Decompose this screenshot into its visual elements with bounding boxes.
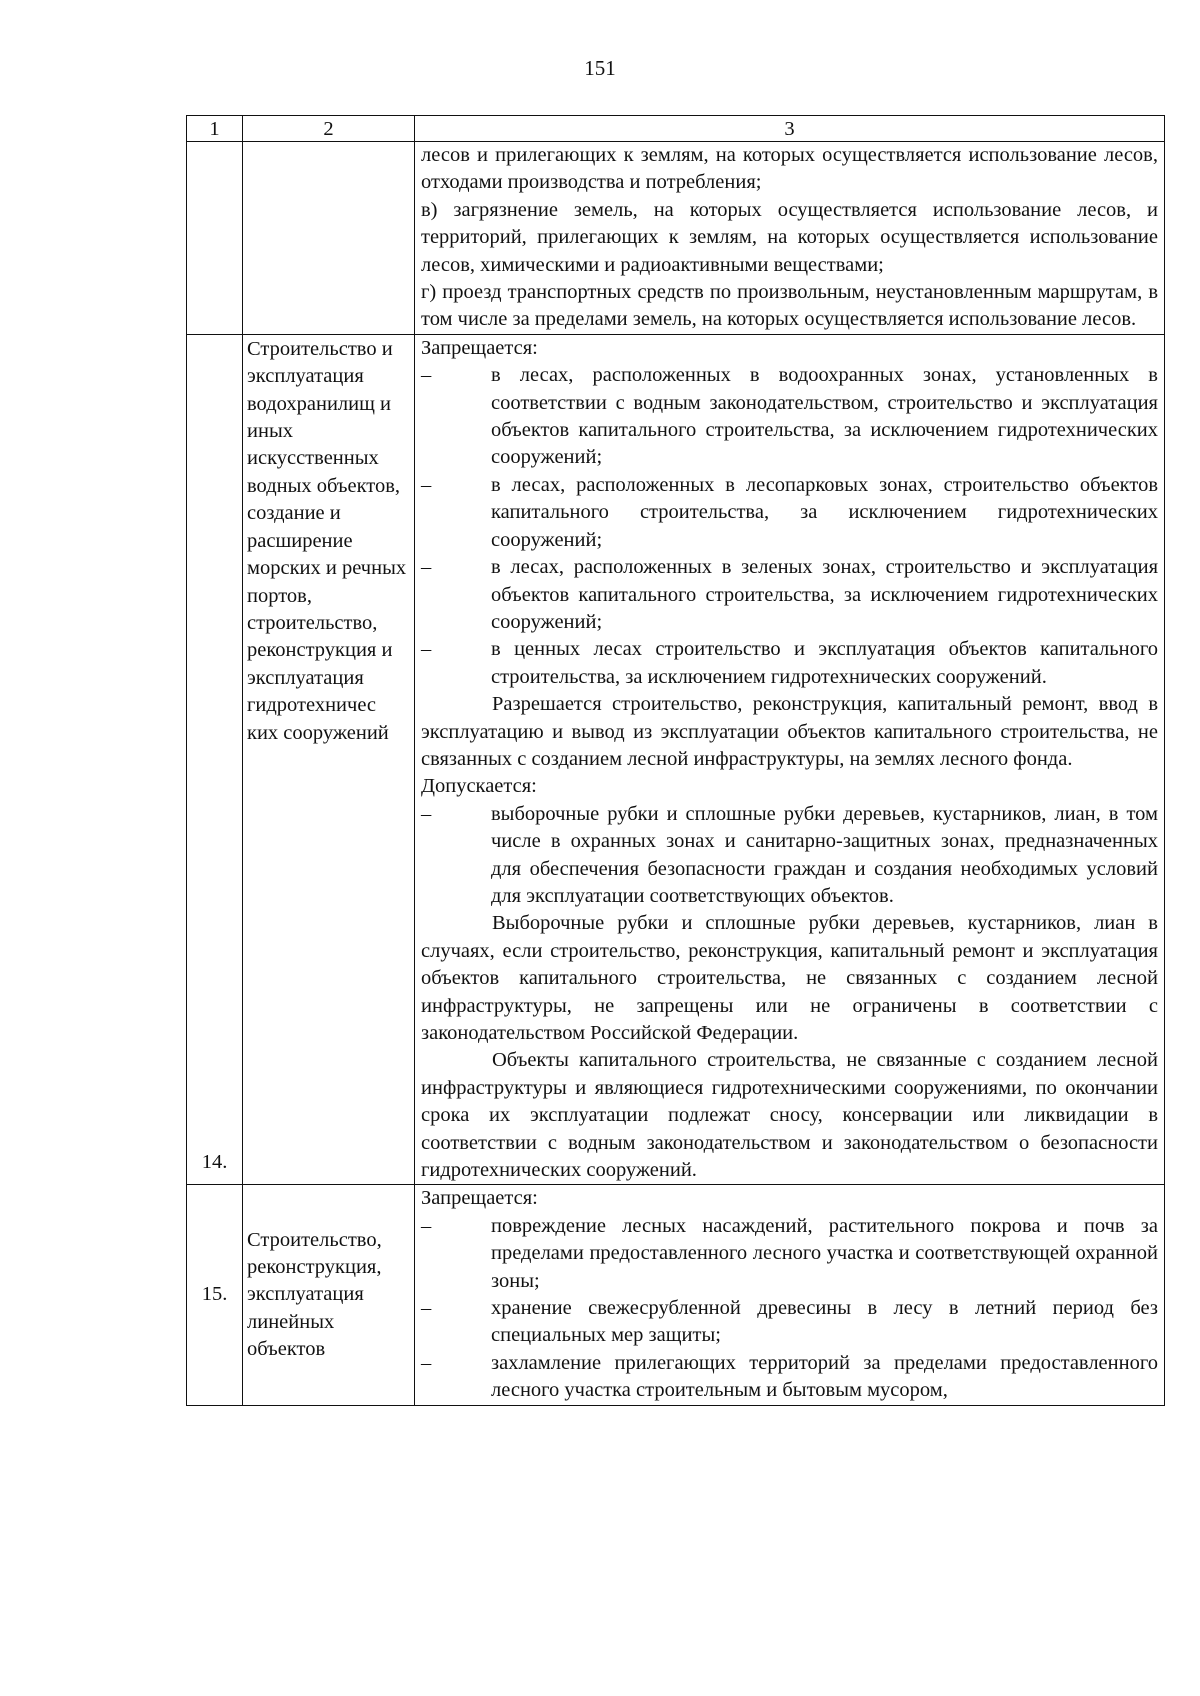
paragraph-objects: Объекты капитального строительства, не связанные с созданием лесной инфраструктуры и являющиеся гидротехническими сооружениями, по окончании срока их эксплуатации подлежат сносу, консервации или ликвидации в соответствии с водным законодательством и законодательством о безопасности гидротехнических сооружений. <box>421 1049 1158 1182</box>
row-content-14 <box>415 334 1165 1185</box>
row-number-15: 15. <box>187 1185 243 1405</box>
row-content-15 <box>415 1185 1165 1405</box>
dash-marker: – <box>421 364 432 387</box>
header-col-3: 3 <box>415 116 1165 142</box>
table-row-14 <box>187 334 1165 1185</box>
table-row-continuation <box>187 142 1165 335</box>
list-item: – в лесах, расположенных в водоохранных зонах, установленных в соответствии с водным законодательством, строительство и эксплуатация объектов капитального строительства, за исключением гидротехнических сооружений; <box>421 362 1158 472</box>
row-name-14: Строительство и эксплуатация водохранилищ и иных искусственных водных объектов, создание и расширение морских и речных портов, строительство, реконструкция и эксплуатация гидротехничес ких сооружений <box>243 334 415 1185</box>
page-number: 151 <box>584 56 616 80</box>
dash-marker: – <box>421 638 432 661</box>
list-item: – хранение свежесрубленной древесины в лесу в летний период без специальных мер защиты; <box>421 1295 1158 1350</box>
continuation-text <box>415 142 1165 335</box>
list-item: – повреждение лесных насаждений, растительного покрова и почв за пределами предоставленного лесного участка и соответствующей охранной зоны; <box>421 1213 1158 1295</box>
row-name-15: Строительство, реконструкция, эксплуатация линейных объектов <box>243 1185 415 1405</box>
dash-marker: – <box>421 1214 432 1237</box>
header-col-2: 2 <box>243 116 415 142</box>
list-item: – в лесах, расположенных в зеленых зонах, строительство и эксплуатация объектов капитального строительства, за исключением гидротехнических сооружений; <box>421 554 1158 636</box>
row-number-14: 14. <box>187 334 243 1185</box>
list-item: – захламление прилегающих территорий за пределами предоставленного лесного участка строительным и бытовым мусором, <box>421 1350 1158 1405</box>
prohibited-label: Запрещается: <box>421 336 538 359</box>
continuation-line: в) загрязнение земель, на которых осуществляется использование лесов, и территорий, прилегающих к землям, на которых осуществляется использование лесов, химическими и радиоактивными веществами; <box>421 198 1158 276</box>
prohibited-label: Запрещается: <box>421 1187 538 1210</box>
allowed-paragraph: Разрешается строительство, реконструкция, капитальный ремонт, ввод в эксплуатацию и вывод из эксплуатации объектов капитального строительства, не связанных с созданием лесной инфраструктуры, на землях лесного фонда. <box>421 693 1158 770</box>
row-number-empty <box>187 142 243 335</box>
dash-marker: – <box>421 473 432 496</box>
list-item: – в лесах, расположенных в лесопарковых зонах, строительство объектов капитального строительства, за исключением гидротехнических сооружений; <box>421 472 1158 554</box>
dash-marker: – <box>421 556 432 579</box>
header-col-1: 1 <box>187 116 243 142</box>
dash-marker: – <box>421 1351 432 1374</box>
continuation-line: г) проезд транспортных средств по произвольным, неустановленным маршрутам, в том числе за пределами земель, на которых осуществляется использование лесов. <box>421 281 1158 331</box>
row-name-empty <box>243 142 415 335</box>
regulations-table <box>186 115 1165 1406</box>
list-item: – выборочные рубки и сплошные рубки деревьев, кустарников, лиан, в том числе в охранных зонах и санитарно-защитных зонах, предназначенных для обеспечения безопасности граждан и создания необходимых условий для эксплуатации соответствующих объектов. <box>421 801 1158 911</box>
paragraph-felling: Выборочные рубки и сплошные рубки деревьев, кустарников, лиан в случаях, если строительство, реконструкция, капитальный ремонт и эксплуатация объектов капитального строительства, не связанных с созданием лесной инфраструктуры, не запрещены или не ограничены в соответствии с законодательством Российской Федерации. <box>421 912 1158 1044</box>
list-item: – в ценных лесах строительство и эксплуатация объектов капитального строительства, за исключением гидротехнических сооружений. <box>421 636 1158 691</box>
permitted-label: Допускается: <box>421 775 537 798</box>
dash-marker: – <box>421 1297 432 1320</box>
table-row-15 <box>187 1185 1165 1405</box>
dash-marker: – <box>421 802 432 825</box>
continuation-line: лесов и прилегающих к землям, на которых осуществляется использование лесов, отходами производства и потребления; <box>421 144 1158 194</box>
table-header-row <box>187 116 1165 142</box>
